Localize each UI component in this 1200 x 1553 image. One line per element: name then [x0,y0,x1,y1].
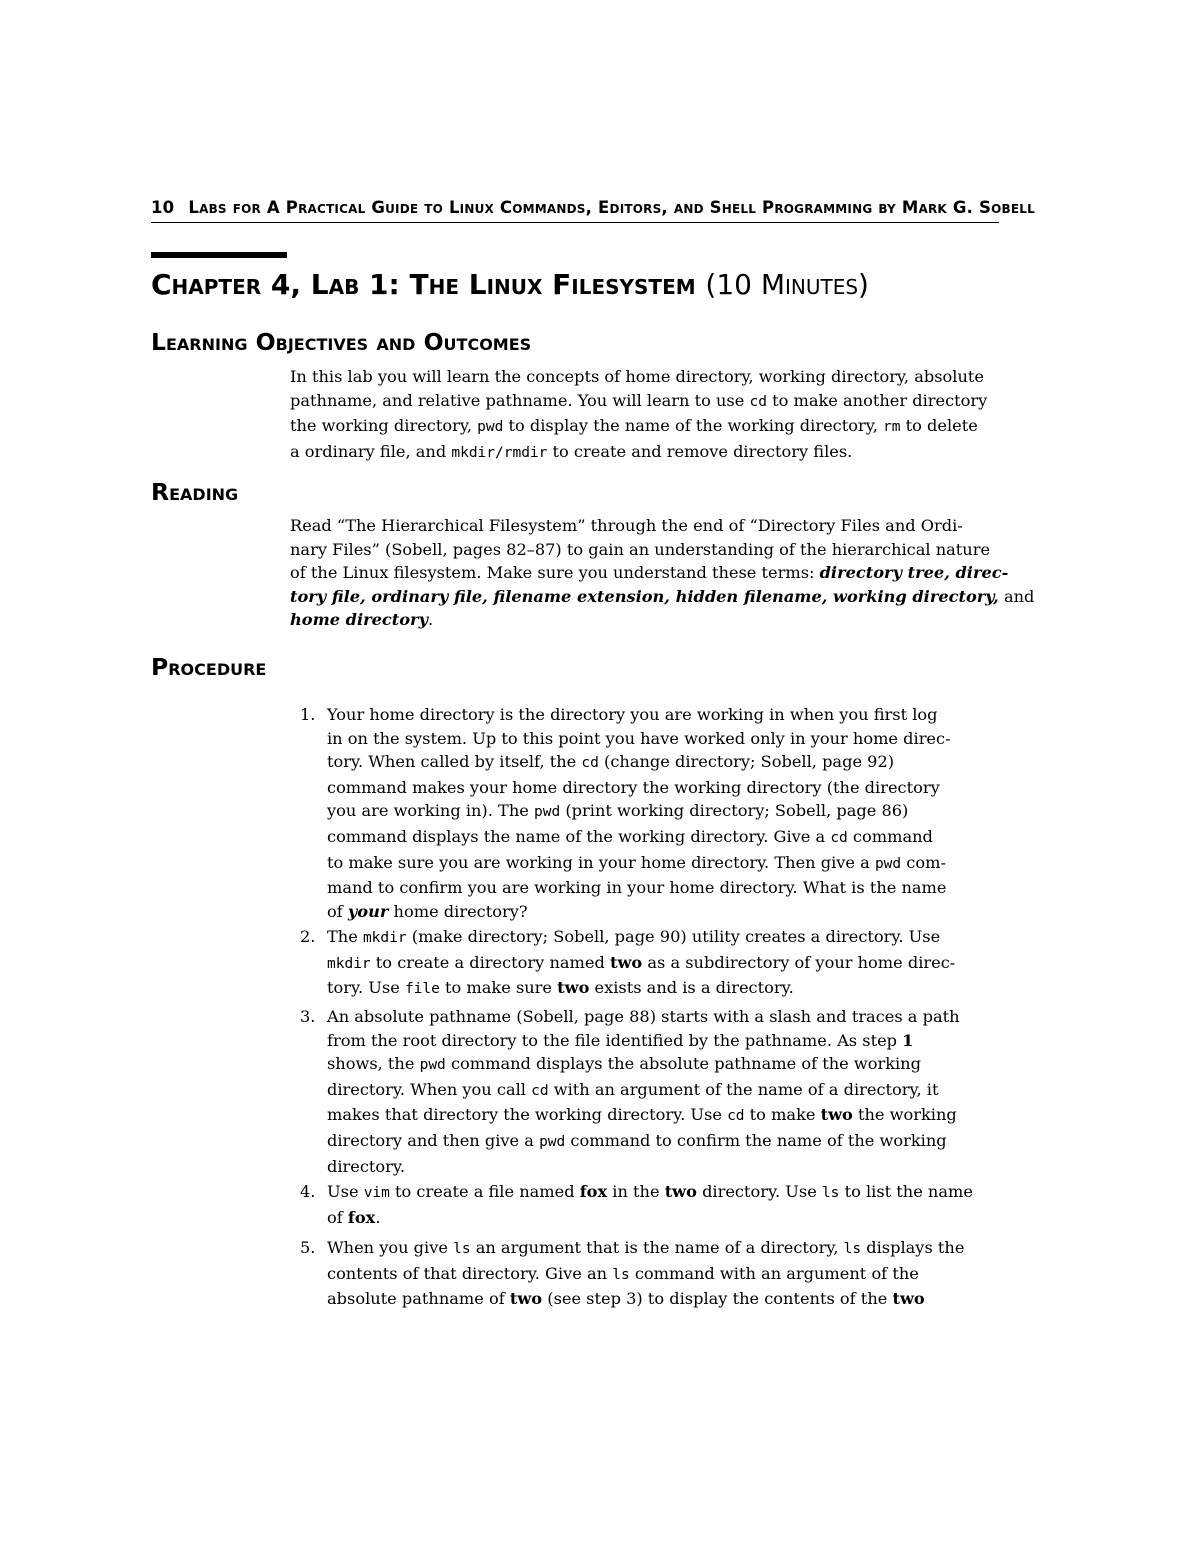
text-line [327,851,1000,877]
command-name: cd [581,755,599,772]
step-text [327,1180,1000,1229]
text-run: (print working directory; Sobell, page 86) [560,801,909,821]
command-name: ls [612,1266,630,1283]
step-number: 3. [300,1007,316,1026]
command-name: mkdir/rmdir [451,444,548,461]
text-run: a ordinary file, and [290,441,452,461]
procedure-step [300,1236,1000,1311]
text-run: directory. Use [696,1182,822,1201]
text-run: com- [901,852,946,872]
text-line [327,825,1000,851]
text-run: An absolute pathname (Sobell, page 88) starts with a slash and traces a path [327,1007,960,1026]
text-line [290,440,1020,466]
text-line [327,1206,1000,1230]
text-run: In this lab you will learn the concepts of home directory, working directory, absolute [290,367,984,386]
text-line [327,1052,1000,1078]
objectives-heading: Learning Objectives and Outcomes [151,328,532,356]
text-run: command displays the name of the working directory. Give a [327,826,831,846]
text-run: . [375,1207,381,1227]
text-run: the working [852,1105,957,1125]
page-number: 10 [151,198,175,217]
text-run: as a subdirectory of your home direc- [642,952,956,972]
step-number: 1. [300,705,316,724]
text-run: command to confirm the name of the working [565,1130,947,1150]
text-run: Your home directory is the directory you are working in when you first log [327,705,938,724]
text-run: to make sure you are working in your home directory. Then give a [327,852,875,872]
step-text [327,1236,1000,1311]
text-line [290,514,1020,538]
step-number: 2. [300,927,316,946]
text-line [327,1262,1000,1288]
text-line [327,750,1000,776]
bold-term: 1 [902,1030,914,1050]
text-run: mand to confirm you are working in your home directory. What is the name [327,878,947,898]
reading-heading: Reading [151,478,239,506]
text-line [290,389,1020,415]
text-line [290,585,1035,609]
text-run: displays the [861,1238,965,1257]
text-run: the working directory, [290,416,478,436]
text-run: (change directory; Sobell, page 92) [598,752,895,772]
command-name: file [404,981,440,998]
running-title: Labs for A Practical Guide to Linux Commands, Editors, and Shell Programming by Mark G. Sobell [188,198,1035,217]
text-run: tory. When called by itself, the [327,752,582,772]
command-name: vim [363,1185,390,1201]
text-run: to create a directory named [370,952,610,972]
reading-paragraph [290,514,1035,632]
text-line [327,1029,1000,1053]
text-run: to create and remove directory files. [547,441,853,461]
text-line [327,727,1000,751]
command-name: cd [727,1108,745,1125]
procedure-step [300,703,1000,923]
text-line [327,1180,1000,1206]
text-line [327,799,1000,825]
text-run: contents of that directory. Give an [327,1263,613,1283]
command-name: ls [453,1241,471,1257]
emphasis-term: tory file, ordinary file, filename extension, hidden filename, working directory, [290,586,999,606]
text-run: (make directory; Sobell, page 90) utility creates a directory. Use [406,927,941,946]
text-line [327,900,1000,924]
text-run: Use [327,1182,364,1201]
text-run: to create a file named [389,1182,580,1201]
text-line [327,1078,1000,1104]
text-run: directory and then give a [327,1130,540,1150]
step-number: 5. [300,1238,316,1257]
bold-term: fox [347,1207,376,1227]
command-name: pwd [539,1133,566,1150]
header-rule [151,222,999,223]
text-run: makes that directory the working directory. Use [327,1105,728,1125]
text-line [327,703,1000,727]
text-line [327,1103,1000,1129]
step-number: 4. [300,1182,316,1201]
text-run: an argument that is the name of a directory, [470,1238,844,1257]
text-run: nary Files” (Sobell, pages 82–87) to gain an understanding of the hierarchical nature [290,539,991,559]
text-run: command [847,826,933,846]
text-run: home directory? [388,901,528,921]
command-name: mkdir [327,955,371,972]
text-run: of the Linux filesystem. Make sure you understand these terms: [290,563,820,583]
text-line [290,414,1020,440]
command-name: pwd [534,804,561,821]
emphasis-term: home directory [290,610,428,630]
text-run: command makes your home directory the working directory (the directory [327,777,940,797]
text-run: to make sure [439,978,558,998]
command-name: rm [883,419,901,436]
step-text [327,703,1000,923]
chapter-duration: (10 Minutes) [705,268,869,301]
command-name: pwd [874,855,902,872]
text-run: of [327,901,348,921]
text-run: to make [744,1105,821,1125]
procedure-heading: Procedure [151,653,267,681]
step-text [327,925,1000,1002]
text-line [327,925,1000,951]
text-run: directory. When you call [327,1079,532,1099]
text-run: of [327,1207,348,1227]
text-run: tory. Use [327,978,405,998]
procedure-step [300,1005,1000,1178]
text-line [327,951,1000,977]
text-run: The [327,927,363,946]
chapter-title-text: Chapter 4, Lab 1: The Linux Filesystem [151,268,696,301]
bold-term: two [557,978,590,998]
command-name: pwd [477,419,504,436]
text-run: from the root directory to the file identified by the pathname. As step [327,1030,903,1050]
text-line [327,1005,1000,1029]
text-run: in on the system. Up to this point you have worked only in your home direc- [327,728,951,748]
text-run: and [998,586,1035,606]
running-head [151,198,1035,217]
bold-term: two [509,1289,543,1309]
text-line [327,1129,1000,1155]
text-run: command with an argument of the [629,1263,919,1283]
text-run: directory. [327,1156,406,1176]
step-text [327,1005,1000,1178]
text-run: to display the name of the working directory, [503,416,883,436]
command-name: cd [830,829,848,846]
text-run: absolute pathname of [327,1289,510,1309]
text-run: . [428,610,434,630]
emphasis-term: your [347,901,389,921]
chapter-bar [151,252,287,258]
command-name: cd [749,393,767,410]
bold-term: fox [579,1182,608,1201]
text-line [290,538,1020,562]
text-run: exists and is a directory. [589,978,794,998]
text-run: Read “The Hierarchical Filesystem” through the end of “Directory Files and Ordi- [290,516,963,535]
text-run: pathname, and relative pathname. You will learn to use [290,390,750,410]
chapter-title [151,268,1051,301]
procedure-step [300,925,1000,1002]
bold-term: two [820,1105,853,1125]
command-name: pwd [419,1057,446,1074]
bold-term: two [664,1182,697,1201]
emphasis-term: directory tree, direc- [819,563,1009,583]
text-run: When you give [327,1238,454,1257]
procedure-step [300,1180,1000,1229]
bold-term: two [892,1289,925,1309]
text-run: to make another directory [766,390,988,410]
objectives-paragraph [290,365,1020,465]
text-line [327,1236,1000,1262]
text-line [327,876,1000,900]
text-line [290,608,1020,632]
text-line [290,561,1020,585]
bold-term: two [609,952,643,972]
text-run: to list the name [839,1182,973,1201]
text-run: you are working in). The [327,801,534,821]
text-line [327,1155,1000,1179]
text-line [327,976,1000,1002]
text-run: (see step 3) to display the contents of the [542,1289,893,1309]
text-run: to delete [900,416,978,436]
text-run: shows, the [327,1054,420,1074]
text-run: with an argument of the name of a directory, it [548,1079,939,1099]
text-line [327,776,1000,800]
command-name: ls [843,1241,862,1257]
command-name: cd [531,1082,549,1099]
text-run: in the [607,1182,665,1201]
command-name: ls [821,1185,840,1201]
text-line [290,365,1020,389]
text-line [327,1287,1000,1311]
command-name: mkdir [362,930,407,946]
text-run: command displays the absolute pathname of the working [445,1054,921,1074]
